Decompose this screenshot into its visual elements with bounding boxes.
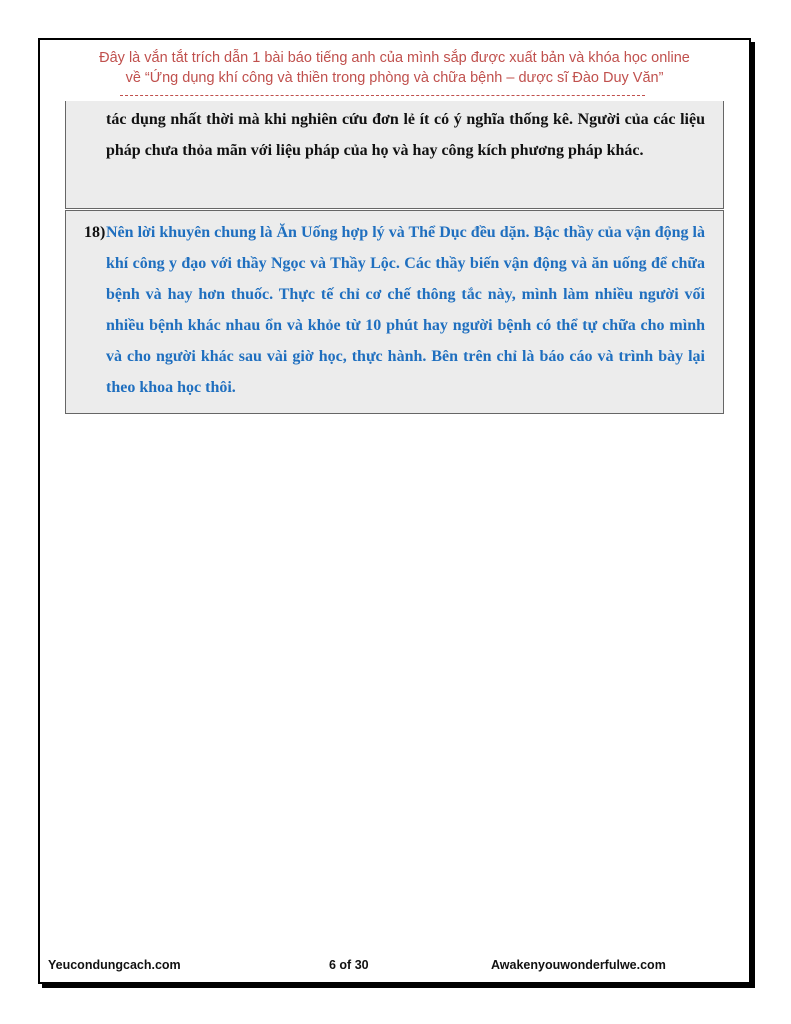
page-number: 6 of 30: [329, 958, 369, 972]
item-number: 18): [84, 224, 106, 241]
header-line-1: Đây là vắn tắt trích dẫn 1 bài báo tiếng anh của mình sắp được xuất bản và khóa học online: [99, 50, 690, 66]
page-frame: [38, 38, 751, 984]
page-header: [40, 48, 749, 88]
content-box-item-18: [65, 210, 724, 414]
footer-left-site: Yeucondungcach.com: [48, 958, 181, 972]
header-line-2: về “Ứng dụng khí công và thiền trong phòng và chữa bệnh – dược sĩ Đào Duy Văn”: [125, 70, 664, 86]
continued-paragraph: tác dụng nhất thời mà khi nghiên cứu đơn lẻ ít có ý nghĩa thống kê. Người của các liệu pháp chưa thỏa mãn với liệu pháp của họ và hay công kích phương pháp khác.: [106, 111, 705, 159]
item-18-paragraph: Nên lời khuyên chung là Ăn Uống hợp lý và Thể Dục đều dặn. Bậc thầy của vận động là khí công y đạo với thầy Ngọc và Thầy Lộc. Các thầy biến vận động và ăn uống để chữa bệnh và hay hơn thuốc. Thực tế chỉ cơ chế thông tắc này, mình làm nhiều người vối nhiều bệnh khác nhau ổn và khỏe từ 10 phút hay người bệnh có thể tự chữa cho mình và cho người khác sau vài giờ học, thực hành. Bên trên chỉ là báo cáo và trình bày lại theo khoa học thôi.: [106, 224, 705, 396]
content-box-continued: [65, 101, 724, 209]
footer-right-site: Awakenyouwonderfulwe.com: [491, 958, 666, 972]
